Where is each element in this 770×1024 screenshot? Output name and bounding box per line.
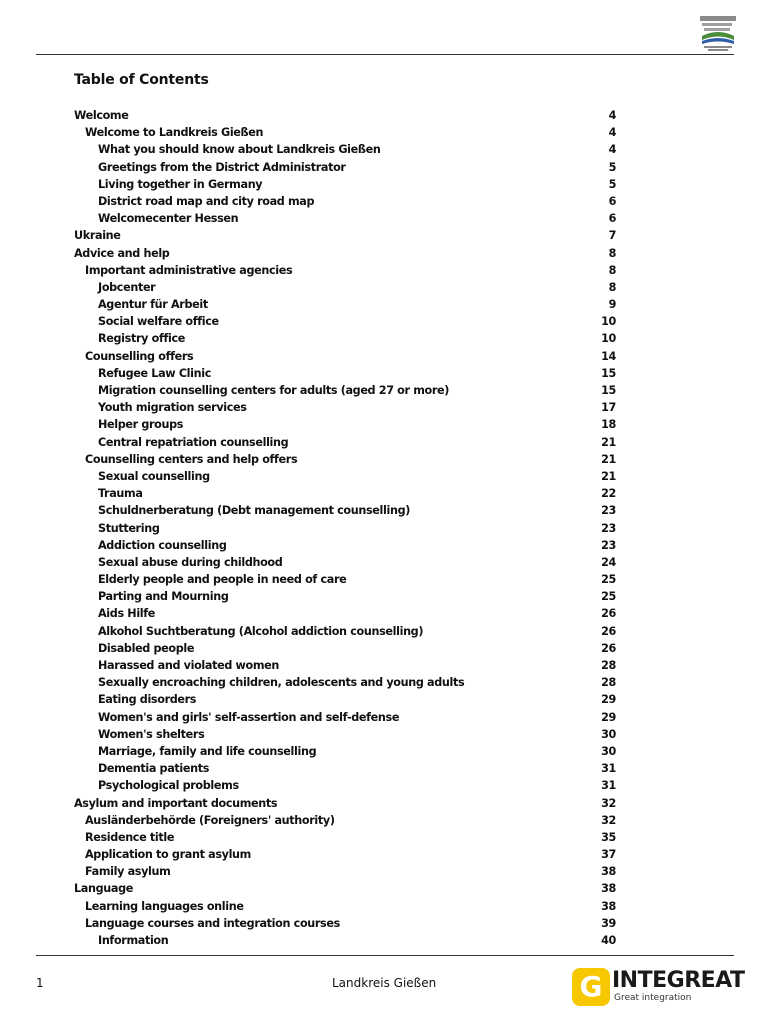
toc-entry-page-number: 15 (601, 384, 616, 397)
toc-entry-page-number: 30 (601, 727, 616, 741)
toc-entry[interactable] (74, 107, 620, 124)
toc-entry-page-number: 26 (601, 607, 616, 621)
toc-entry[interactable] (74, 863, 620, 880)
toc-entry-page-number: 25 (601, 590, 616, 604)
toc-entry-label: Living together in Germany (98, 177, 263, 191)
toc-entry[interactable] (74, 416, 620, 433)
toc-entry[interactable] (74, 812, 620, 829)
toc-entry-label: Migration counselling centers for adults (aged 27 or more) (98, 384, 450, 397)
toc-entry-page-number: 21 (601, 435, 616, 449)
toc-entry-page-number: 23 (601, 521, 616, 535)
toc-entry-label: Greetings from the District Administrator (98, 160, 346, 174)
toc-entry[interactable] (74, 777, 620, 794)
toc-entry-label: Schuldnerberatung (Debt management counselling) (98, 504, 411, 518)
toc-entry-label: Family asylum (85, 865, 171, 879)
toc-entry-page-number: 26 (601, 641, 616, 655)
toc-entry[interactable] (74, 176, 620, 193)
toc-entry-label: Aids Hilfe (98, 607, 156, 621)
toc-list (74, 107, 620, 949)
toc-entry[interactable] (74, 846, 620, 863)
toc-entry[interactable] (74, 640, 620, 657)
toc-entry[interactable] (74, 279, 620, 296)
toc-entry-label: Jobcenter (98, 280, 156, 294)
toc-entry-label: Alkohol Suchtberatung (Alcohol addiction counselling) (98, 624, 424, 638)
integreat-logo-glyph: G (579, 970, 603, 1003)
footer-divider (36, 955, 734, 956)
toc-entry-page-number: 21 (601, 452, 616, 466)
header-divider (36, 54, 734, 55)
toc-entry-page-number: 38 (601, 899, 616, 913)
toc-entry-page-number: 39 (601, 916, 616, 930)
toc-entry-page-number: 29 (601, 710, 616, 724)
integreat-logo-icon (572, 968, 610, 1006)
toc-entry[interactable] (74, 898, 620, 915)
toc-entry-page-number: 15 (601, 366, 616, 380)
toc-entry[interactable] (74, 399, 620, 416)
toc-entry-page-number: 31 (601, 762, 616, 776)
toc-entry[interactable] (74, 348, 620, 365)
toc-entry[interactable] (74, 485, 620, 502)
toc-entry-label: Ausländerbehörde (Foreigners' authority) (85, 813, 335, 827)
toc-entry-label: Stuttering (98, 521, 160, 535)
toc-entry-page-number: 24 (601, 555, 616, 569)
toc-entry-page-number: 30 (601, 744, 616, 758)
toc-entry-page-number: 22 (601, 487, 616, 501)
toc-entry-label: Women's shelters (98, 727, 205, 741)
toc-entry-label: Information (98, 934, 169, 947)
toc-entry-label: Harassed and violated women (98, 659, 280, 672)
toc-entry[interactable] (74, 245, 620, 262)
toc-entry-label: Sexual counselling (98, 469, 210, 483)
toc-entry-page-number: 10 (601, 332, 616, 346)
toc-entry-label: Important administrative agencies (85, 263, 293, 277)
toc-entry[interactable] (74, 434, 620, 451)
toc-entry-label: Sexual abuse during childhood (98, 555, 283, 569)
toc-entry-label: Parting and Mourning (98, 590, 229, 604)
toc-entry[interactable] (74, 141, 620, 158)
toc-entry-page-number: 21 (601, 469, 616, 483)
toc-entry-label: Trauma (98, 487, 143, 501)
toc-entry-page-number: 10 (601, 315, 616, 329)
toc-entry[interactable] (74, 674, 620, 691)
toc-entry-page-number: 6 (608, 212, 616, 226)
toc-entry-label: Advice and help (74, 246, 170, 260)
toc-entry-label: Disabled people (98, 641, 195, 655)
toc-entry-page-number: 38 (601, 865, 616, 879)
toc-entry[interactable] (74, 657, 620, 674)
toc-entry-page-number: 23 (601, 538, 616, 552)
toc-entry-page-number: 32 (601, 813, 616, 827)
toc-entry-page-number: 14 (601, 349, 616, 363)
toc-entry-label: Asylum and important documents (74, 796, 278, 810)
toc-entry-label: Application to grant asylum (85, 848, 251, 862)
toc-entry[interactable] (74, 726, 620, 743)
integreat-brand (572, 966, 745, 1008)
toc-entry[interactable] (74, 262, 620, 279)
toc-entry-label: Dementia patients (98, 762, 210, 776)
toc-entry[interactable] (74, 829, 620, 846)
toc-entry[interactable] (74, 932, 620, 949)
toc-entry-label: Counselling offers (85, 349, 194, 363)
toc-entry-page-number: 4 (608, 126, 616, 140)
toc-entry-page-number: 18 (601, 418, 616, 432)
toc-entry-label: Language courses and integration courses (85, 916, 340, 930)
toc-entry-page-number: 32 (601, 796, 616, 810)
toc-entry-page-number: 31 (601, 779, 616, 793)
toc-entry-label: What you should know about Landkreis Gießen (98, 143, 381, 157)
toc-entry[interactable] (74, 382, 620, 399)
toc-entry[interactable] (74, 571, 620, 588)
toc-entry-page-number: 25 (601, 573, 616, 587)
toc-title: Table of Contents (74, 72, 209, 88)
toc-entry[interactable] (74, 709, 620, 726)
toc-entry-page-number: 29 (601, 693, 616, 707)
toc-entry[interactable] (74, 468, 620, 485)
toc-entry-label: Learning languages online (85, 899, 244, 913)
toc-entry[interactable] (74, 554, 620, 571)
toc-entry[interactable] (74, 193, 620, 210)
toc-entry-page-number: 38 (601, 882, 616, 896)
toc-entry-page-number: 4 (608, 143, 616, 157)
toc-entry[interactable] (74, 313, 620, 330)
toc-entry-label: Ukraine (74, 229, 121, 243)
toc-entry[interactable] (74, 330, 620, 347)
toc-entry[interactable] (74, 760, 620, 777)
toc-entry-label: Refugee Law Clinic (98, 366, 212, 380)
toc-entry-page-number: 6 (608, 194, 616, 208)
toc-entry[interactable] (74, 451, 620, 468)
toc-entry[interactable] (74, 296, 620, 313)
toc-entry[interactable] (74, 159, 620, 176)
toc-entry-label: Registry office (98, 332, 185, 346)
toc-entry-label: Welcomecenter Hessen (98, 212, 239, 226)
toc-entry[interactable] (74, 795, 620, 812)
toc-entry-page-number: 5 (608, 160, 616, 174)
toc-entry-label: Youth migration services (98, 401, 247, 415)
toc-entry[interactable] (74, 588, 620, 605)
toc-entry[interactable] (74, 880, 620, 897)
brand-tagline: Great integration (614, 993, 692, 1003)
toc-entry-label: Language (74, 882, 133, 896)
toc-entry-page-number: 4 (608, 109, 616, 122)
toc-entry-page-number: 8 (608, 263, 616, 277)
toc-entry-page-number: 28 (601, 659, 616, 672)
brand-name: INTEGREAT (612, 968, 745, 993)
toc-entry-page-number: 8 (608, 246, 616, 260)
toc-entry-page-number: 40 (601, 934, 616, 947)
toc-entry-page-number: 23 (601, 504, 616, 518)
toc-entry-page-number: 26 (601, 624, 616, 638)
toc-entry[interactable] (74, 520, 620, 537)
toc-entry[interactable] (74, 227, 620, 244)
toc-entry-label: Welcome (74, 109, 129, 122)
district-coat-of-arms-icon (698, 14, 738, 52)
toc-entry-page-number: 35 (601, 830, 616, 844)
toc-entry-label: Eating disorders (98, 693, 197, 707)
toc-entry-label: Sexually encroaching children, adolescents and young adults (98, 676, 465, 690)
toc-entry-label: Residence title (85, 830, 175, 844)
toc-entry-label: Women's and girls' self-assertion and self-defense (98, 710, 400, 724)
toc-entry-label: District road map and city road map (98, 194, 315, 208)
toc-entry[interactable] (74, 691, 620, 708)
toc-entry-label: Marriage, family and life counselling (98, 744, 317, 758)
toc-entry-page-number: 28 (601, 676, 616, 690)
toc-entry[interactable] (74, 210, 620, 227)
toc-entry-label: Agentur für Arbeit (98, 298, 208, 312)
toc-entry[interactable] (74, 623, 620, 640)
toc-entry-label: Elderly people and people in need of care (98, 573, 347, 587)
toc-entry[interactable] (74, 915, 620, 932)
toc-entry-page-number: 9 (608, 298, 616, 312)
toc-entry[interactable] (74, 502, 620, 519)
toc-entry-label: Addiction counselling (98, 538, 227, 552)
toc-entry-label: Counselling centers and help offers (85, 452, 298, 466)
toc-entry-label: Psychological problems (98, 779, 239, 793)
toc-entry-label: Helper groups (98, 418, 184, 432)
toc-entry[interactable] (74, 743, 620, 760)
toc-entry-page-number: 17 (601, 401, 616, 415)
toc-entry-page-number: 5 (608, 177, 616, 191)
page-number: 1 (36, 976, 44, 990)
toc-entry-label: Social welfare office (98, 315, 219, 329)
footer-district-name: Landkreis Gießen (332, 976, 437, 990)
toc-entry[interactable] (74, 365, 620, 382)
toc-entry-page-number: 37 (601, 848, 616, 862)
toc-entry-page-number: 8 (608, 280, 616, 294)
toc-entry[interactable] (74, 124, 620, 141)
toc-entry-page-number: 7 (608, 229, 616, 243)
toc-entry-label: Central repatriation counselling (98, 435, 289, 449)
toc-entry[interactable] (74, 605, 620, 622)
toc-entry-label: Welcome to Landkreis Gießen (85, 126, 264, 140)
toc-entry[interactable] (74, 537, 620, 554)
